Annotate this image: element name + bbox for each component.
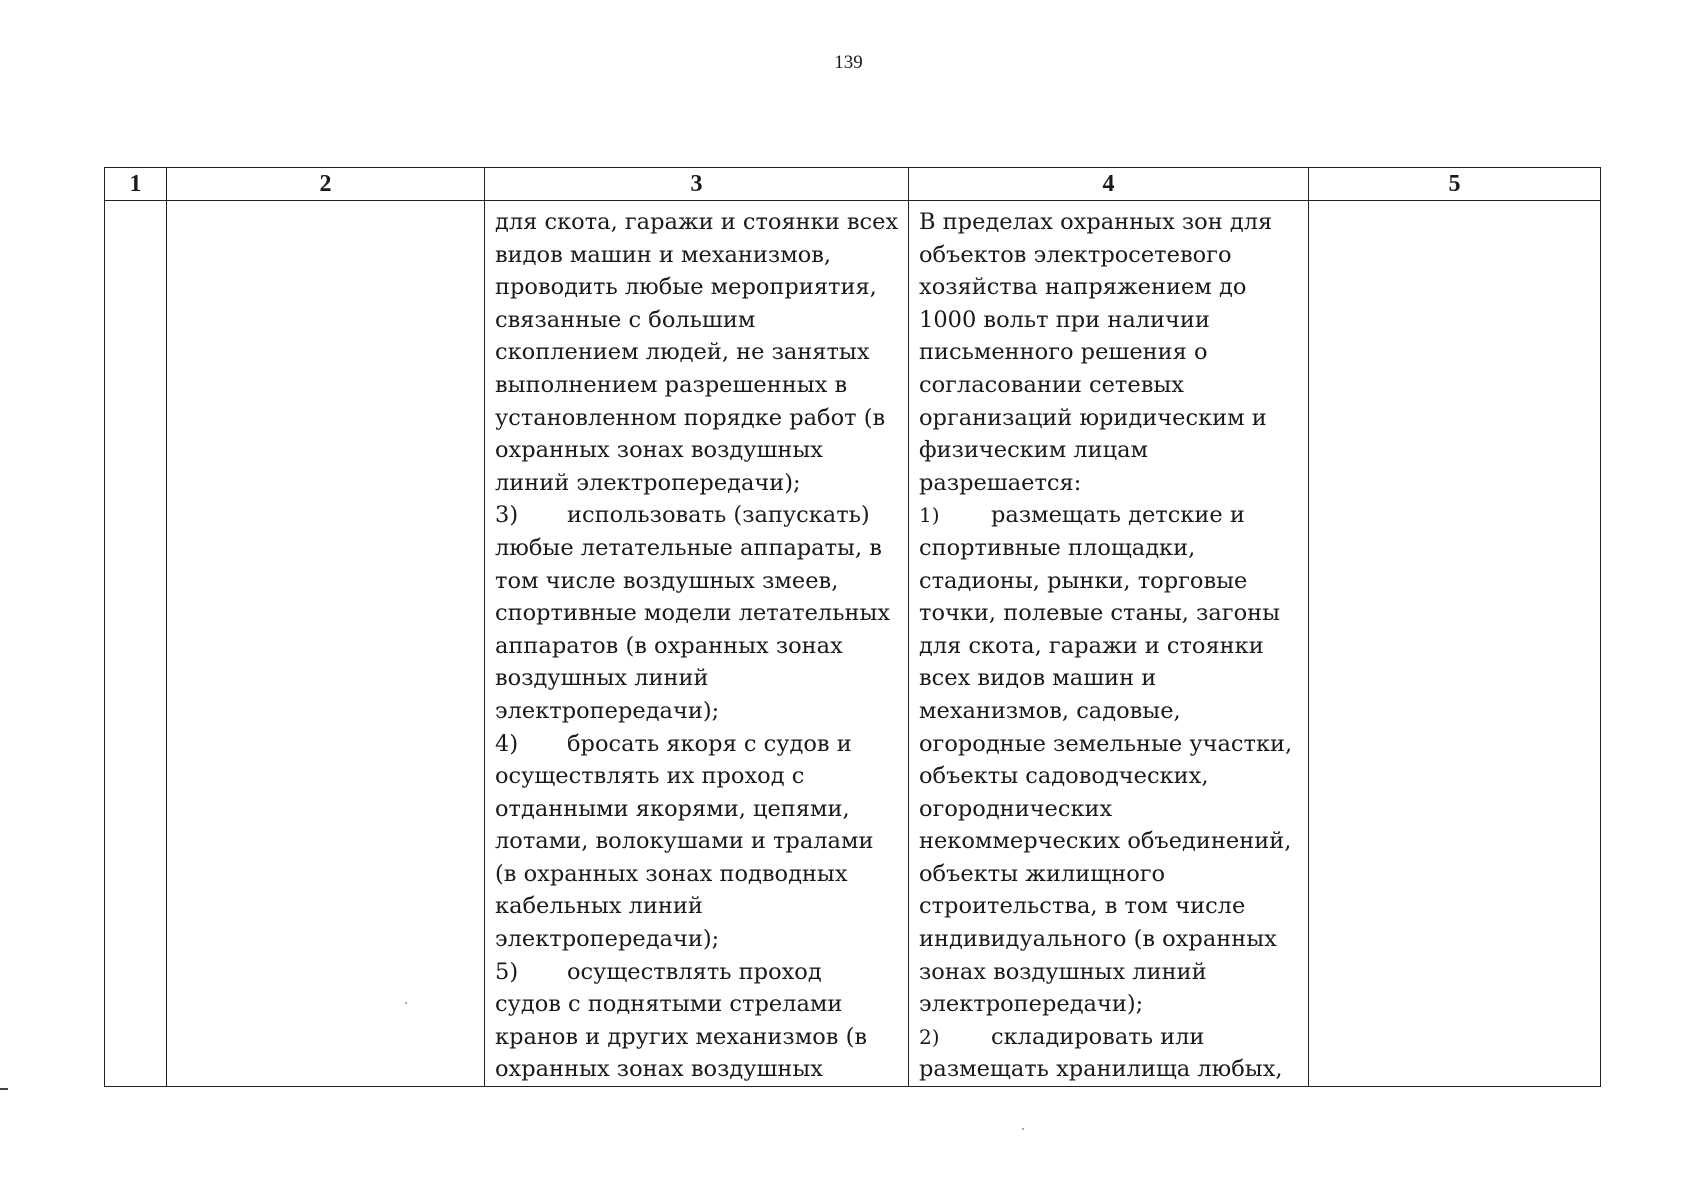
line-text: электропередачи); [495, 926, 720, 953]
column-header-4: 4 [909, 168, 1309, 201]
line-text: осуществлять их проход с [495, 763, 805, 790]
line-text: кабельных линий [495, 893, 703, 920]
col4-line [919, 369, 1300, 402]
col3-line [495, 597, 900, 630]
col3-line [495, 858, 900, 891]
table-header-row [105, 168, 1601, 201]
line-text: объектов электросетевого [919, 241, 1232, 268]
line-text: огороднических [919, 795, 1113, 822]
line-text: согласовании сетевых [919, 371, 1184, 398]
list-item-number: 3) [495, 502, 519, 529]
line-text: спортивные площадки, [919, 534, 1196, 561]
line-text: (в охранных зонах подводных [495, 860, 848, 887]
col3-line [495, 630, 900, 663]
line-text: установленном порядке работ (в [495, 404, 886, 431]
line-text: бросать якоря с судов и [567, 730, 852, 757]
line-text: электропередачи); [919, 991, 1144, 1018]
col4-line [919, 434, 1300, 467]
scan-speck [1022, 1128, 1024, 1130]
col4-line [919, 271, 1300, 304]
col4-line [919, 499, 1300, 532]
line-text: воздушных линий [495, 665, 709, 692]
line-text: скоплением людей, не занятых [495, 339, 870, 366]
list-item-number: 4) [495, 730, 519, 757]
line-text: объекты жилищного [919, 860, 1166, 887]
line-text: осуществлять проход [567, 958, 822, 985]
line-text: для скота, гаражи и стоянки [919, 632, 1264, 659]
col3-line [495, 271, 900, 304]
line-text: письменного решения о [919, 339, 1208, 366]
line-text: отданными якорями, цепями, [495, 795, 850, 822]
col4-line [919, 597, 1300, 630]
col4-line [919, 239, 1300, 272]
col3-line [495, 336, 900, 369]
col4-line [919, 304, 1300, 337]
line-text: проводить любые мероприятия, [495, 274, 877, 301]
col3-line [495, 499, 900, 532]
col4-line [919, 695, 1300, 728]
col4-line [919, 532, 1300, 565]
col3-line [495, 467, 900, 500]
col4-line [919, 793, 1300, 826]
line-text: В пределах охранных зон для [919, 209, 1273, 235]
line-text: охранных зонах воздушных [495, 1056, 823, 1083]
cell-col-3 [485, 201, 909, 1087]
line-text: точки, полевые станы, загоны [919, 600, 1281, 627]
col3-line [495, 760, 900, 793]
line-text: хозяйства напряжением до [919, 274, 1247, 301]
line-text: размещать хранилища любых, [919, 1056, 1283, 1083]
col3-line [495, 956, 900, 989]
column-header-2: 2 [167, 168, 485, 201]
col3-line [495, 988, 900, 1021]
line-text: всех видов машин и [919, 665, 1157, 692]
line-text: организаций юридическим и [919, 404, 1267, 431]
col3-line [495, 728, 900, 761]
document-table [104, 167, 1601, 1087]
col4-line [919, 825, 1300, 858]
col4-line [919, 1021, 1300, 1054]
col4-line [919, 336, 1300, 369]
line-text: электропередачи); [495, 697, 720, 724]
col4-line [919, 630, 1300, 663]
col4-text [909, 201, 1308, 1086]
line-text: физическим лицам [919, 437, 1149, 464]
line-text: огородные земельные участки, [919, 730, 1293, 757]
table-row [105, 201, 1601, 1087]
line-text: строительства, в том числе [919, 893, 1246, 920]
line-text: спортивные модели летательных [495, 600, 891, 627]
line-text: стадионы, рынки, торговые [919, 567, 1248, 594]
col4-line [919, 728, 1300, 761]
col4-line [919, 890, 1300, 923]
list-item-number: 2) [919, 1024, 940, 1049]
col4-line [919, 760, 1300, 793]
line-text: связанные с большим [495, 306, 756, 333]
line-text: для скота, гаражи и стоянки всех [495, 209, 899, 235]
line-text: видов машин и механизмов, [495, 241, 832, 268]
line-text: складировать или [991, 1023, 1205, 1050]
column-header-5: 5 [1309, 168, 1601, 201]
col4-line [919, 402, 1300, 435]
line-text: кранов и других механизмов (в [495, 1023, 868, 1050]
list-item-number: 1) [919, 503, 940, 528]
col3-line [495, 793, 900, 826]
cell-col-5 [1309, 201, 1601, 1087]
col3-line [495, 206, 900, 239]
page-number: 139 [834, 52, 863, 73]
col4-line [919, 662, 1300, 695]
col4-line [919, 565, 1300, 598]
line-text: зонах воздушных линий [919, 958, 1207, 985]
line-text: разрешается: [919, 469, 1082, 496]
col3-line [495, 402, 900, 435]
col3-line [495, 890, 900, 923]
scan-speck [405, 1002, 407, 1004]
col4-line [919, 206, 1300, 239]
line-text: 1000 вольт при наличии [919, 306, 1210, 333]
col3-line [495, 1053, 900, 1086]
col3-line [495, 304, 900, 337]
margin-mark [0, 1088, 8, 1090]
line-text: лотами, волокушами и тралами [495, 828, 874, 855]
col3-text [485, 201, 908, 1086]
column-header-1: 1 [105, 168, 167, 201]
line-text: некоммерческих объединений, [919, 828, 1292, 855]
line-text: любые летательные аппараты, в [495, 534, 882, 561]
col3-line [495, 662, 900, 695]
col3-line [495, 434, 900, 467]
col4-line [919, 467, 1300, 500]
cell-col-1 [105, 201, 167, 1087]
cell-col-4 [909, 201, 1309, 1087]
col4-line [919, 858, 1300, 891]
line-text: аппаратов (в охранных зонах [495, 632, 843, 659]
line-text: использовать (запускать) [567, 502, 870, 529]
col3-line [495, 565, 900, 598]
list-item-number: 5) [495, 958, 519, 985]
line-text: линий электропередачи); [495, 469, 801, 496]
line-text: объекты садоводческих, [919, 763, 1209, 790]
line-text: том числе воздушных змеев, [495, 567, 839, 594]
line-text: размещать детские и [991, 502, 1245, 529]
col4-line [919, 956, 1300, 989]
column-header-3: 3 [485, 168, 909, 201]
col3-line [495, 532, 900, 565]
col3-line [495, 825, 900, 858]
cell-col-2 [167, 201, 485, 1087]
col4-line [919, 923, 1300, 956]
col4-line [919, 988, 1300, 1021]
line-text: индивидуального (в охранных [919, 926, 1277, 953]
col3-line [495, 695, 900, 728]
line-text: охранных зонах воздушных [495, 437, 823, 464]
line-text: судов с поднятыми стрелами [495, 991, 843, 1018]
col3-line [495, 923, 900, 956]
col3-line [495, 369, 900, 402]
col3-line [495, 239, 900, 272]
line-text: механизмов, садовые, [919, 697, 1181, 724]
col4-line [919, 1053, 1300, 1086]
line-text: выполнением разрешенных в [495, 371, 848, 398]
col3-line [495, 1021, 900, 1054]
